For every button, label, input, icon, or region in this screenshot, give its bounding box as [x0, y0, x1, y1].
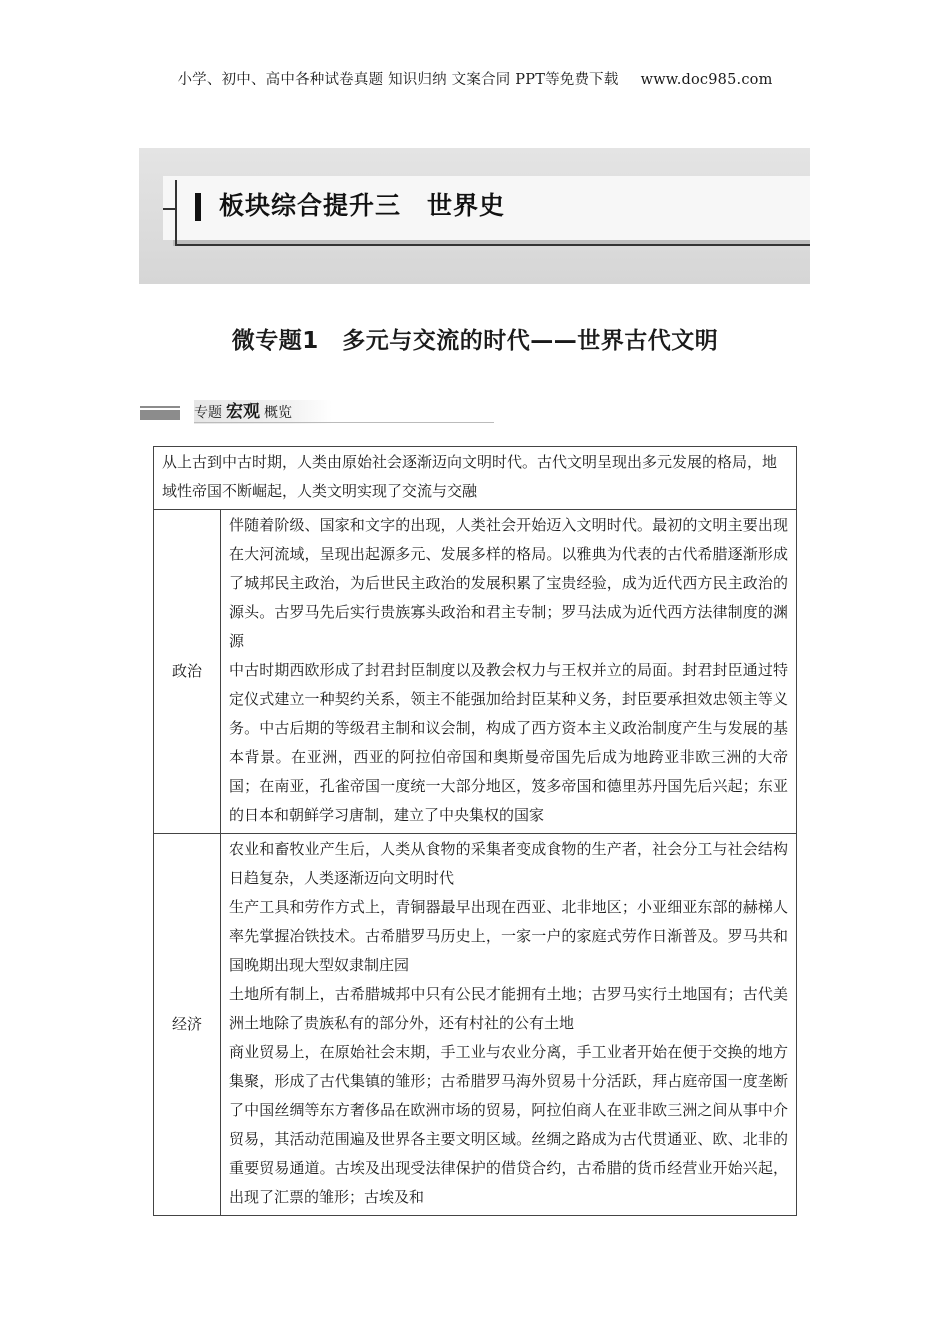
row-body-politics: [221, 510, 797, 834]
row-label-politics: 政治: [154, 510, 221, 834]
row-label-economy: 经济: [154, 834, 221, 1216]
header-text: 小学、初中、高中各种试卷真题 知识归纳 文案合同 PPT等免费下载: [177, 72, 619, 88]
section-label: 专题 宏观 概览: [194, 400, 332, 424]
paragraph: 中古时期西欧形成了封君封臣制度以及教会权力与王权并立的局面。封君封臣通过特定仪式建立一种契约关系，领主不能强加给封臣某种义务，封臣要承担效忠领主等义务。中古后期的等级君主制和议会制，构成了西方资本主义政治制度产生与发展的基本背景。在亚洲，西亚的阿拉伯帝国和奥斯曼帝国先后成为地跨亚非欧三洲的大帝国；在南亚，孔雀帝国一度统一大部分地区，笈多帝国和德里苏丹国先后兴起；东亚的日本和朝鲜学习唐制，建立了中央集权的国家: [229, 661, 788, 824]
page-header: [0, 68, 950, 89]
row-body-economy: [221, 834, 797, 1216]
paragraph: 生产工具和劳作方式上，青铜器最早出现在西亚、北非地区；小亚细亚东部的赫梯人率先掌握冶铁技术。古希腊罗马历史上，一家一户的家庭式劳作日渐普及。罗马共和国晚期出现大型奴隶制庄园: [229, 898, 788, 974]
topic-title: 微专题1 多元与交流的时代——世界古代文明: [231, 328, 719, 354]
chapter-title: 板块综合提升三 世界史: [219, 191, 506, 220]
paragraph: 农业和畜牧业产生后，人类从食物的采集者变成食物的生产者，社会分工与社会结构日趋复杂，人类逐渐迈向文明时代: [229, 840, 788, 887]
paragraph: 伴随着阶级、国家和文字的出现，人类社会开始迈入文明时代。最初的文明主要出现在大河流域，呈现出起源多元、发展多样的格局。以雅典为代表的古代希腊逐渐形成了城邦民主政治，为后世民主政治的发展积累了宝贵经验，成为近代西方民主政治的源头。古罗马先后实行贵族寡头政治和君主专制；罗马法成为近代西方法律制度的渊源: [229, 516, 788, 650]
section-label-bar: [140, 400, 500, 424]
paragraph: 商业贸易上，在原始社会末期，手工业与农业分离，手工业者开始在便于交换的地方集聚，形成了古代集镇的雏形；古希腊罗马海外贸易十分活跃，拜占庭帝国一度垄断了中国丝绸等东方奢侈品在欧洲市场的贸易，阿拉伯商人在亚非欧三洲之间从事中介贸易，其活动范围遍及世界各主要文明区域。丝绸之路成为古代贯通亚、欧、北非的重要贸易通道。古埃及出现受法律保护的借贷合约，古希腊的货币经营业开始兴起，出现了汇票的雏形；古埃及和: [229, 1043, 788, 1206]
banner-marker: [195, 193, 201, 221]
chapter-banner: [139, 148, 810, 284]
table-row: [154, 834, 797, 1216]
intro-cell: 从上古到中古时期，人类由原始社会逐渐迈向文明时代。古代文明呈现出多元发展的格局，地域性帝国不断崛起，人类文明实现了交流与交融: [154, 447, 797, 510]
table-row: [154, 510, 797, 834]
paragraph: 土地所有制上，古希腊城邦中只有公民才能拥有土地；古罗马实行土地国有；古代美洲土地除了贵族私有的部分外，还有村社的公有土地: [229, 985, 788, 1032]
table-row: [154, 447, 797, 510]
header-site: www.doc985.com: [640, 72, 773, 88]
overview-table: [153, 446, 797, 1216]
